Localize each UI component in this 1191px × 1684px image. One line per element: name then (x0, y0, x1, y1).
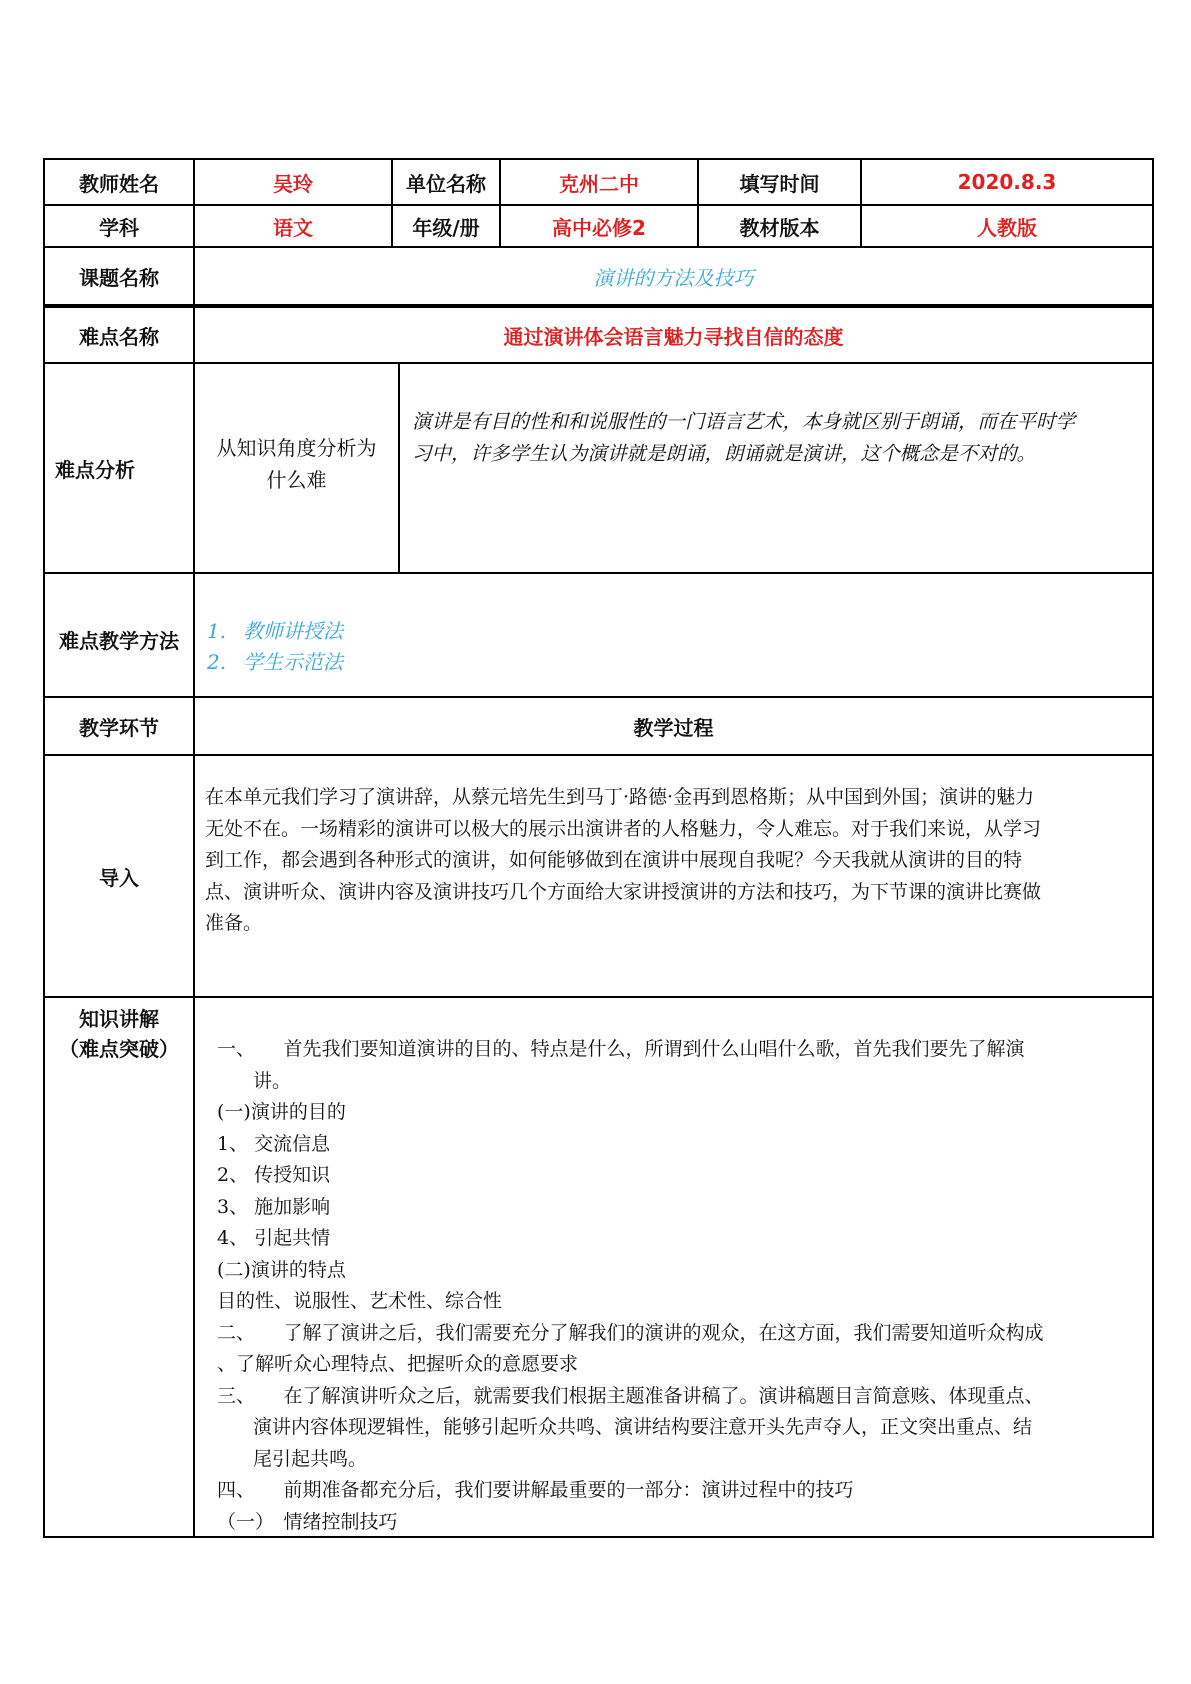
knowledge-line: 二、 了解了演讲之后，我们需要充分了解我们的演讲的观众，在这方面，我们需要知道听众构成 (217, 1321, 1044, 1344)
knowledge-row (43, 998, 1154, 1538)
topic-label: 课题名称 (45, 248, 195, 304)
method-item-num: 1. (207, 619, 227, 643)
date-label: 填写时间 (699, 160, 862, 204)
knowledge-line: 讲。 (253, 1069, 292, 1092)
intro-label: 导入 (45, 756, 195, 996)
method-row (43, 574, 1154, 698)
topic-value: 演讲的方法及技巧 (593, 265, 754, 290)
header-row-1 (45, 160, 1152, 206)
unit-value: 克州二中 (501, 160, 699, 204)
intro-text (195, 756, 1152, 996)
difficulty-row (43, 306, 1154, 364)
intro-line: 准备。 (205, 912, 263, 934)
edition-label: 教材版本 (699, 204, 862, 248)
knowledge-line: 三、 在了解演讲听众之后，就需要我们根据主题准备讲稿了。演讲稿题目言简意赅、体现重点、 (217, 1384, 1044, 1407)
grade-label: 年级/册 (393, 204, 501, 248)
knowledge-line: 、了解听众心理特点、把握听众的意愿要求 (217, 1353, 579, 1375)
method-list (195, 574, 1152, 696)
method-item-2 (207, 647, 1152, 678)
knowledge-label (45, 998, 195, 1536)
method-label: 难点教学方法 (45, 574, 195, 696)
method-item-text: 学生示范法 (243, 650, 343, 674)
knowledge-text (195, 998, 1152, 1536)
knowledge-line: (一)演讲的目的 (217, 1101, 346, 1123)
difficulty-label: 难点名称 (45, 308, 195, 362)
knowledge-line: 尾引起共鸣。 (253, 1447, 368, 1470)
header-table (43, 158, 1154, 248)
knowledge-line: （一） 情绪控制技巧 (217, 1510, 398, 1533)
edition-value: 人教版 (977, 215, 1037, 240)
analysis-sub-label (195, 364, 400, 572)
process-value: 教学过程 (633, 715, 714, 740)
subject-label: 学科 (45, 204, 195, 248)
method-item-text: 教师讲授法 (243, 619, 343, 643)
header-row-2 (45, 204, 1152, 248)
unit-label: 单位名称 (393, 160, 501, 204)
method-item-1 (207, 616, 1152, 647)
knowledge-line: 演讲内容体现逻辑性，能够引起听众共鸣、演讲结构要注意开头先声夺人，正文突出重点、结 (253, 1416, 1033, 1438)
date-value: 2020.8.3 (957, 170, 1057, 194)
intro-line: 在本单元我们学习了演讲辞，从蔡元培先生到马丁·路德·金再到恩格斯；从中国到外国；演讲的魅力 (205, 786, 1035, 808)
analysis-text-line2: 习中，许多学生认为演讲就是朗诵，朗诵就是演讲，这个概念是不对的。 (412, 442, 1037, 465)
analysis-text (400, 364, 1152, 572)
knowledge-line: 目的性、说服性、艺术性、综合性 (217, 1290, 503, 1312)
knowledge-label-line1: 知识讲解 (79, 1007, 159, 1031)
process-header-row (43, 698, 1154, 756)
grade-value: 高中必修2 (501, 204, 699, 248)
knowledge-line: 四、 前期准备都充分后，我们要讲解最重要的一部分：演讲过程中的技巧 (217, 1479, 854, 1501)
knowledge-line: 2、 传授知识 (217, 1164, 331, 1186)
analysis-text-line1: 演讲是有目的性和和说服性的一门语言艺术，本身就区别于朗诵，而在平时学 (412, 410, 1076, 433)
teacher-label: 教师姓名 (45, 160, 195, 204)
analysis-sub-label-line1: 从知识角度分析为 (216, 436, 377, 460)
intro-line: 无处不在。一场精彩的演讲可以极大的展示出演讲者的人格魅力，令人难忘。对于我们来说，从学习 (205, 817, 1042, 840)
topic-row (43, 248, 1154, 306)
knowledge-line: 1、 交流信息 (217, 1132, 331, 1155)
knowledge-line: 3、 施加影响 (217, 1195, 331, 1218)
knowledge-label-line2: （难点突破） (59, 1037, 179, 1061)
analysis-sub-label-line2: 什么难 (266, 468, 327, 492)
subject-value: 语文 (195, 204, 393, 248)
knowledge-line: (二)演讲的特点 (217, 1258, 346, 1281)
teacher-value: 吴玲 (195, 160, 393, 204)
method-item-num: 2. (207, 650, 227, 674)
analysis-label: 难点分析 (45, 364, 195, 572)
knowledge-line: 一、 首先我们要知道演讲的目的、特点是什么，所谓到什么山唱什么歌，首先我们要先了解演 (217, 1038, 1025, 1060)
difficulty-value: 通过演讲体会语言魅力寻找自信的态度 (503, 324, 844, 349)
intro-row (43, 756, 1154, 998)
knowledge-line: 4、 引起共情 (217, 1227, 331, 1249)
intro-line: 点、演讲听众、演讲内容及演讲技巧几个方面给大家讲授演讲的方法和技巧，为下节课的演讲比赛做 (205, 880, 1042, 903)
intro-line: 到工作，都会遇到各种形式的演讲，如何能够做到在演讲中展现自我呢？今天我就从演讲的目的特 (205, 849, 1023, 871)
process-label: 教学环节 (45, 698, 195, 754)
analysis-row (43, 364, 1154, 574)
